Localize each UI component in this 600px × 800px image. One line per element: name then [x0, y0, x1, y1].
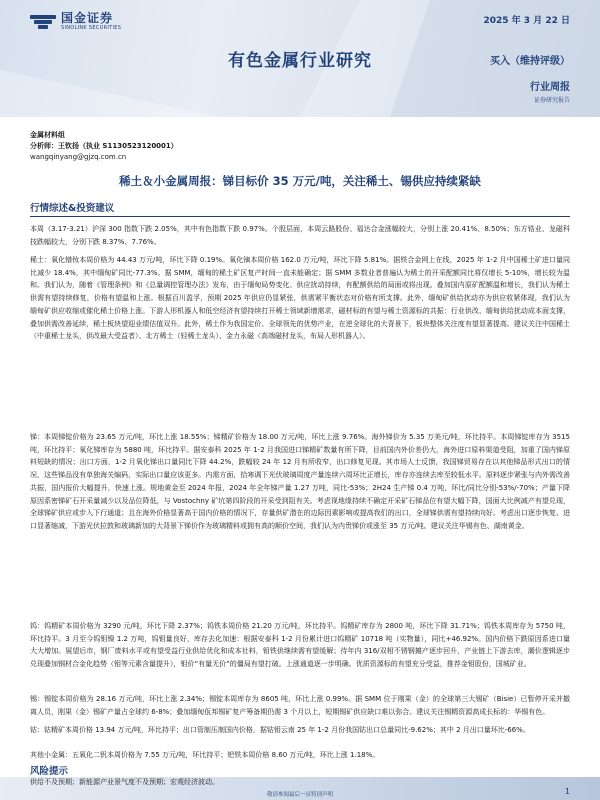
rating-badge: 买入（维持评级）	[490, 56, 570, 67]
paragraph-antimony: 锑：本周锑锭价格为 23.65 万元/吨，环比上涨 18.55%；锑精矿价格为 18.00 万元/吨，环比上涨 9.76%。海外锑价为 5.35 万美元/吨，环比持平。本周锑锭库存为 3515 吨，环比持平；氧化锑库存为 5880 吨，环比持平。据安泰科 2025 年 1-2 月我国进口锑精矿数量有所下降，目前国内外价差仍大，海外进口原料渠道受阻，加重了国内锑原料短缺的情况；出口方面，1-2 月氧化锑出口量同比下降 44.2%，跌幅较 24 年 12 月有所收窄，出口修复见现。其市场人士反馈，我国锑贸易存在以其他锑品形式出口的情况，这些锑品没有单独海关编码，实际出口量应该更多。内需方面，拾寒调下光伏玻璃周度产量连续六周环比正增长，库存亦连续去库至较低水平。原料逐步紧张与内外需改善共振，国内报价大幅提升，快速上涨。规地黄金至 2024 年报，2024 年全年锑产量 1.27 万吨，同比-53%；2H24 生产锑 0.4 万吨，环比/同比分别-53%/-70%；产量下降原因系密锑矿石开采量减少以及品位降低，与 Vostochny 矿坑第四阶段的开采受到阻有关。考虑视地缘持续不确定开采矿石锑品位有望大幅下降，国面大比例减产有望兑现，全球锑矿供应或步入下行通道；且在海外价格显著高于国内价格的情况下，存量供矿潜在的边际因素影响或提高我们的出口，全球锑供需有望持续向好。考虑出口逐步恢复、进口显著缩减，下游光伏拉敦和玻璃新加的大背景下锑价作为玻璃精料或拥有高的顺价空间，我们认为内贵锑价或涨至 35 万元/吨。建议关注华锡有色、湖南黄金。	[30, 433, 570, 530]
report-type: 行业周报	[530, 82, 570, 93]
report-title: 稀土＆小金属周报：锑目标价 35 万元/吨，关注稀土、锡供应持续紧缺	[119, 174, 481, 188]
paragraph-market: 本周（3.17-3.21）沪深 300 指数下跌 2.05%，其中有色指数下跌 0.97%。个股层面，本周云路股份、福达合金涨幅较大，分别上涨 20.41%、8.50%；东方锆业、龙磁科技跌幅较大，分别下跌 8.37%、7.76%。	[30, 225, 570, 246]
report-subtype: 证券研究报告	[533, 97, 570, 104]
industry-title: 有色金属行业研究	[228, 51, 372, 71]
logo-mark-icon	[30, 15, 56, 29]
section-divider	[30, 216, 570, 217]
logo-name-cn: 国金证券	[61, 11, 114, 25]
paragraph-rare-earth: 稀土：氧化镨钕本周价格为 44.43 万元/吨，环比下降 0.19%。氧化镝本周价格 162.0 万元/吨，环比下降 5.81%。据铁合金网上在线，2025 年 1-2 月中国稀土矿进口量同比减少 18.4%，其中缅甸矿同比-77.3%。据 SMM，缅甸的稀土矿区复产时间一直未能确定；据 SMM 多数业者普遍认为稀土的开采配额同比将仅增长 5-10%，增长较为温和。我们认为，随着《管理条例》和《总量调控管理办法》发布，由于缅甸局势变化、供应扰动持续，有配额供给的局面或将出现。叠加国内原矿配额温和增长，我们认为稀土供需有望持续修复，价格有望温和上涨。根据百川盈孚，预期 2025 年供应仍显紧张，供需紧平衡状态对价格有所支撑。此外，缅甸矿供给扰动亦为供应收紧体现，我们认为缅甸矿供应收缩或催化稀土价格上涨。下游人形机器人和低空经济有望持续打开稀土领域新增需求，磁材标的有望与稀土资源标的共振：行业供改、缅甸供给扰动成本面支撑，叠加供需改善延续，稀土板块望迎业绩估值双升。此外，稀土作为我国定价、全球领先的优势产业，在逆全球化的大背景下，板块整体关注度有望显著提高。建议关注中国稀土（中重稀土龙头，供改最大受益者）、北方稀土（轻稀土龙头）、金力永磁（高端磁材龙头，布局人形机器人）。	[30, 256, 570, 341]
paragraph-tungsten: 钨：钨精矿本周价格为 3290 元/吨，环比下降 2.37%；钨铁本周价格 21.20 万元/吨，环比持平。钨精矿库存为 2800 吨，环比下降 31.71%；钨铁本周库存为 5750 吨，环比持平。3 月至今钨钼镍 1.2 万吨，钨钼量良好，库存去化加速：根据安泰科 1-2 月份累计进口钨精矿 10718 吨（实物量），同比+46.92%。国内价格下跌原因系进口量大大增加。展望后市，钢厂废料水平或有望受益行业供给优化和成本社料，钼铁供继续需有望缓解；待年内 316/双相不锈钢摊产逐步回升，产业链上下游去库，潮价逻辑逐步兑现叠加钢材合金化趋势（钼等元素含量提升），钼价“有量无价”的僵局有望打破。上涨通道逐一步明确。优质资源标的有望充分受益，推荐金钼股份，国城矿业。	[30, 622, 570, 669]
section-heading-risk: 风险提示	[30, 766, 69, 777]
team-name: 金属材料组	[30, 131, 65, 139]
logo-name-en: SINOLINK SECURITIES	[61, 25, 122, 31]
analyst-name: 分析师：王钦扬（执业 S1130523120001）	[30, 142, 178, 150]
header-banner	[0, 0, 600, 117]
paragraph-risk: 供给不及预期；新能源产业景气度不及预期；宏观经济波动。	[30, 778, 219, 786]
report-date: 2025 年 3 月 22 日	[483, 16, 570, 26]
company-logo	[30, 12, 121, 32]
footer-disclaimer[interactable]: 敬请参阅最后一页特别声明	[266, 792, 333, 798]
page-number: 1	[564, 787, 570, 796]
paragraph-tin: 锡：锡锭本周价格为 28.16 万元/吨，环比上涨 2.34%；锡锭本周库存为 8605 吨，环比上涨 0.99%。据 SMM 位于刚果（金）的全球第三大锡矿（Bisie）已暂停开采并撤离人员，刚果（金）锡矿产量占全球约 6-8%；叠加缅甸佤邦锡矿复产筹备期仍需 3 个月以上，短期锡矿供应缺口难以弥合。建议关注锡精资源高成长标的：华锡有色。	[30, 695, 570, 716]
author-block	[30, 130, 178, 163]
paragraph-other-metals: 其他小金属：五氧化二钒本周价格为 7.55 万元/吨，环比持平；钯铁本周价格 8.60 万元/吨，环比上涨 1.18%。	[30, 751, 380, 759]
analyst-email[interactable]: wangqinyang@gjzq.com.cn	[30, 153, 127, 161]
paragraph-cobalt: 钴：钴精矿本周价格 13.94 万元/吨，环比持平；出口管制压制国内价格，据钴钼云南 25 年 1-2 月份我国钴出口总量同比-9.62%；其中 2 月出口量环比-66%。	[30, 726, 530, 734]
section-heading-summary: 行情综述&投资建议	[30, 203, 115, 214]
